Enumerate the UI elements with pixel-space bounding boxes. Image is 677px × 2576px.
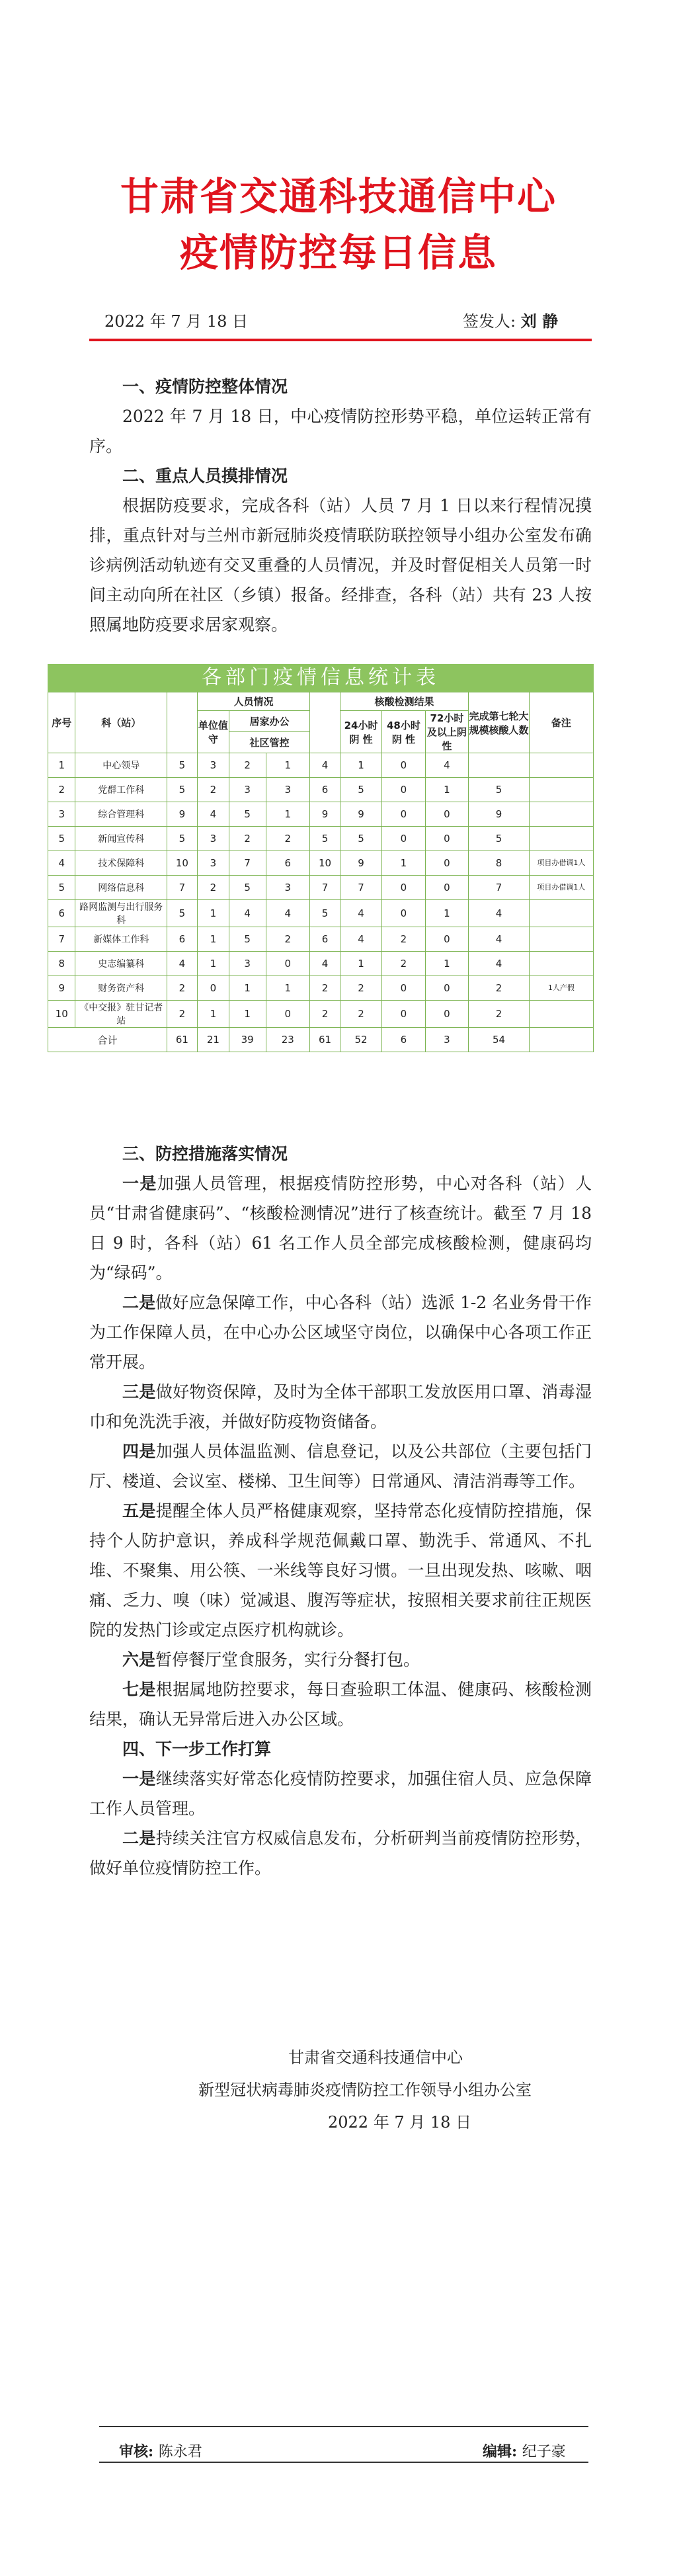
measure-text: 做好应急保障工作，中心各科（站）选派 1-2 名业务骨干作为工作保障人员，在中心办公区域坚守岗位，以确保中心各项工作正常开展。 — [89, 1293, 592, 1372]
measure-lead: 三是 — [122, 1382, 156, 1401]
cell-h24: 6 — [310, 927, 340, 952]
cell-h24: 5 — [310, 900, 340, 927]
cell-h72: 1 — [382, 851, 425, 876]
measure-lead: 七是 — [122, 1680, 156, 1699]
th-dept: 科（站） — [75, 692, 167, 753]
cell-h48: 2 — [340, 976, 381, 1001]
cell-note: 5 — [469, 827, 530, 851]
issue-date: 2022 年 7 月 18 日 — [104, 312, 249, 331]
cell-no: 7 — [48, 927, 75, 952]
cell-seventh: 0 — [425, 927, 469, 952]
cell-seventh: 0 — [425, 1001, 469, 1028]
cell-seventh: 0 — [425, 976, 469, 1001]
cell-seventh: 1 — [425, 952, 469, 976]
cell-comm: 4 — [266, 900, 310, 927]
cell-duty: 3 — [197, 827, 229, 851]
reviewer-label: 审核: — [119, 2443, 154, 2460]
cell-home: 1 — [229, 1001, 266, 1028]
measure-lead: 五是 — [122, 1501, 156, 1520]
table-row — [48, 1001, 594, 1028]
cell-duty: 0 — [197, 976, 229, 1001]
cell-dept: 《中交报》驻甘记者站 — [75, 1001, 167, 1028]
cell-total-note: 54 — [469, 1028, 530, 1052]
cell-comm: 1 — [266, 753, 310, 778]
cell-home: 2 — [229, 753, 266, 778]
table-row — [48, 851, 594, 876]
cell-comm: 1 — [266, 802, 310, 827]
section2-text: 根据防疫要求，完成各科（站）人员 7 月 1 日以来行程情况摸排，重点针对与兰州市新冠肺炎疫情联防联控领导小组办公室发布确诊病例活动轨迹有交叉重叠的人员情况，并及时督促相关人员第一时间主动向所在社区（乡镇）报备。经排查，各科（站）共有 23 人按照属地防疫要求居家观察。 — [89, 496, 592, 634]
cell-h72: 2 — [382, 952, 425, 976]
cell-comm: 2 — [266, 827, 310, 851]
table-total-row — [48, 1028, 594, 1052]
cell-remark — [529, 753, 593, 778]
cell-dept: 网络信息科 — [75, 876, 167, 900]
cell-total: 5 — [167, 753, 198, 778]
sections-top — [89, 372, 592, 640]
cell-dept: 路网监测与出行服务科 — [75, 900, 167, 927]
cell-dept: 新媒体工作科 — [75, 927, 167, 952]
measure-item — [89, 1169, 592, 1288]
cell-h24: 7 — [310, 876, 340, 900]
dept-stats-table — [48, 664, 594, 1052]
cell-total: 5 — [167, 778, 198, 802]
measure-lead: 六是 — [122, 1650, 156, 1669]
cell-duty: 1 — [197, 952, 229, 976]
section1-text: 2022 年 7 月 18 日，中心疫情防控形势平稳，单位运转正常有序。 — [89, 407, 592, 456]
cell-total-label: 合计 — [48, 1028, 167, 1052]
cell-h48: 2 — [340, 1001, 381, 1028]
measure-lead: 一是 — [122, 1769, 156, 1788]
cell-total: 5 — [167, 827, 198, 851]
signer-label: 签发人: — [463, 312, 516, 331]
th-remark: 备注 — [529, 692, 593, 753]
cell-total: 2 — [167, 1001, 198, 1028]
cell-remark — [529, 1001, 593, 1028]
cell-note: 4 — [469, 952, 530, 976]
cell-h72: 0 — [382, 1001, 425, 1028]
cell-h48: 9 — [340, 851, 381, 876]
cell-h24: 4 — [310, 753, 340, 778]
cell-dept: 综合管理科 — [75, 802, 167, 827]
cell-h48: 5 — [340, 778, 381, 802]
cell-h72: 0 — [382, 778, 425, 802]
cell-dept: 技术保障科 — [75, 851, 167, 876]
measure-item — [89, 1377, 592, 1436]
cell-home: 5 — [229, 876, 266, 900]
cell-duty: 2 — [197, 876, 229, 900]
table-row — [48, 952, 594, 976]
cell-total-h72: 6 — [382, 1028, 425, 1052]
cell-h72: 0 — [382, 827, 425, 851]
cell-seventh: 4 — [425, 753, 469, 778]
measure-lead: 一是 — [122, 1174, 157, 1193]
issuer-office: 新型冠状病毒肺炎疫情防控工作领导小组办公室 — [198, 2081, 532, 2099]
cell-h24: 5 — [310, 827, 340, 851]
reviewer-name: 陈永君 — [158, 2444, 202, 2460]
cell-no: 9 — [48, 976, 75, 1001]
cell-home: 3 — [229, 952, 266, 976]
th-nucleic: 核酸检测结果 — [340, 692, 468, 711]
th-community: 社区管控 — [229, 732, 309, 753]
signer-name: 刘 静 — [520, 312, 559, 331]
header-divider — [89, 339, 592, 341]
sections-bottom — [89, 1139, 592, 1883]
issuer-date: 2022 年 7 月 18 日 — [328, 2113, 472, 2132]
cell-total: 4 — [167, 952, 198, 976]
cell-no: 5 — [48, 827, 75, 851]
cell-h72: 0 — [382, 876, 425, 900]
cell-note: 7 — [469, 876, 530, 900]
editor — [483, 2440, 566, 2461]
section3-title: 三、防控措施落实情况 — [122, 1144, 288, 1163]
cell-duty: 1 — [197, 900, 229, 927]
cell-comm: 1 — [266, 976, 310, 1001]
cell-total: 6 — [167, 927, 198, 952]
measure-text: 做好物资保障，及时为全体干部职工发放医用口罩、消毒湿巾和免洗洗手液，并做好防疫物资储备。 — [89, 1382, 592, 1431]
cell-h24: 9 — [310, 802, 340, 827]
cell-duty: 3 — [197, 851, 229, 876]
measure-lead: 四是 — [122, 1442, 156, 1461]
cell-total-comm: 23 — [266, 1028, 310, 1052]
document-title-line1: 甘肃省交通科技通信中心 — [120, 174, 557, 219]
table-row — [48, 876, 594, 900]
cell-duty: 2 — [197, 778, 229, 802]
cell-total-duty: 21 — [197, 1028, 229, 1052]
measure-lead: 二是 — [122, 1293, 156, 1312]
cell-h24: 2 — [310, 976, 340, 1001]
cell-home: 4 — [229, 900, 266, 927]
cell-h48: 5 — [340, 827, 381, 851]
cell-no: 10 — [48, 1001, 75, 1028]
cell-no: 2 — [48, 778, 75, 802]
cell-h24: 6 — [310, 778, 340, 802]
cell-duty: 1 — [197, 927, 229, 952]
cell-no: 1 — [48, 753, 75, 778]
cell-remark: 项目办借调1人 — [529, 876, 593, 900]
cell-h24: 10 — [310, 851, 340, 876]
cell-dept: 财务资产科 — [75, 976, 167, 1001]
editor-name: 纪子豪 — [522, 2444, 566, 2460]
cell-h48: 4 — [340, 900, 381, 927]
cell-no: 8 — [48, 952, 75, 976]
cell-no: 6 — [48, 900, 75, 927]
cell-comm: 3 — [266, 778, 310, 802]
cell-total-h24: 61 — [310, 1028, 340, 1052]
cell-dept: 中心领导 — [75, 753, 167, 778]
cell-home: 7 — [229, 851, 266, 876]
cell-note: 2 — [469, 1001, 530, 1028]
cell-h72: 0 — [382, 900, 425, 927]
cell-h48: 4 — [340, 927, 381, 952]
cell-total: 7 — [167, 876, 198, 900]
cell-note: 4 — [469, 927, 530, 952]
th-48h: 48小时阴 性 — [382, 711, 425, 753]
measure-item — [89, 1496, 592, 1645]
signer — [463, 308, 558, 331]
table-row — [48, 927, 594, 952]
measure-text: 加强人员体温监测、信息登记，以及公共部位（主要包括门厅、楼道、会议室、楼梯、卫生间等）日常通风、清洁消毒等工作。 — [89, 1442, 592, 1491]
cell-seventh: 1 — [425, 900, 469, 927]
measure-text: 根据属地防控要求，每日查验职工体温、健康码、核酸检测结果，确认无异常后进入办公区域。 — [89, 1680, 592, 1729]
measure-text: 暂停餐厅堂食服务，实行分餐打包。 — [155, 1650, 420, 1669]
cell-seventh: 0 — [425, 827, 469, 851]
th-seventh: 完成第七轮大规模核酸人数 — [469, 692, 530, 753]
cell-remark — [529, 952, 593, 976]
cell-duty: 1 — [197, 1001, 229, 1028]
cell-remark: 1人产假 — [529, 976, 593, 1001]
cell-total: 2 — [167, 976, 198, 1001]
cell-note: 5 — [469, 778, 530, 802]
measure-text: 提醒全体人员严格健康观察，坚持常态化疫情防控措施，保持个人防护意识，养成科学规范佩戴口罩、勤洗手、常通风、不扎堆、不聚集、用公筷、一米线等良好习惯。一旦出现发热、咳嗽、咽痛、乏力、嗅（味）觉减退、腹泻等症状，按照相关要求前往正规医院的发热门诊或定点医疗机构就诊。 — [89, 1501, 592, 1640]
cell-home: 3 — [229, 778, 266, 802]
cell-remark — [529, 900, 593, 927]
cell-note — [469, 753, 530, 778]
section1-title: 一、疫情防控整体情况 — [122, 377, 288, 396]
cell-remark — [529, 802, 593, 827]
section4-title: 四、下一步工作打算 — [122, 1739, 272, 1759]
cell-h72: 2 — [382, 927, 425, 952]
cell-h24: 4 — [310, 952, 340, 976]
footer-bottom-rule — [99, 2462, 588, 2463]
th-72h: 72小时及以上阴性 — [425, 711, 469, 753]
table-row — [48, 753, 594, 778]
cell-total-h48: 52 — [340, 1028, 381, 1052]
measure-text: 加强人员管理，根据疫情防控形势，中心对各科（站）人员“甘肃省健康码”、“核酸检测情况”进行了核查统计。截至 7 月 18 日 9 时，各科（站）61 名工作人员全部完成核酸检测，健康码均为“绿码”。 — [89, 1174, 592, 1282]
cell-h48: 1 — [340, 753, 381, 778]
measure-text: 持续关注官方权威信息发布，分析研判当前疫情防控形势，做好单位疫情防控工作。 — [89, 1829, 592, 1878]
cell-total-total: 61 — [167, 1028, 198, 1052]
table-caption: 各部门疫情信息统计表 — [48, 664, 594, 692]
cell-comm: 0 — [266, 952, 310, 976]
cell-total: 9 — [167, 802, 198, 827]
th-home-office: 居家办公 — [229, 711, 309, 732]
cell-note: 2 — [469, 976, 530, 1001]
cell-note: 4 — [469, 900, 530, 927]
cell-comm: 2 — [266, 927, 310, 952]
cell-total-home: 39 — [229, 1028, 266, 1052]
cell-seventh: 0 — [425, 851, 469, 876]
th-unit-duty: 单位值守 — [197, 711, 229, 753]
cell-note: 9 — [469, 802, 530, 827]
cell-total-seventh: 3 — [425, 1028, 469, 1052]
th-blank — [310, 692, 340, 753]
section2-title: 二、重点人员摸排情况 — [122, 466, 288, 485]
cell-remark: 项目办借调1人 — [529, 851, 593, 876]
reviewer — [119, 2440, 202, 2461]
cell-h72: 0 — [382, 753, 425, 778]
cell-note: 8 — [469, 851, 530, 876]
th-24h: 24小时阴 性 — [340, 711, 381, 753]
measure-item — [89, 1675, 592, 1734]
cell-no: 4 — [48, 851, 75, 876]
th-total — [167, 692, 198, 753]
cell-comm: 3 — [266, 876, 310, 900]
cell-total-remark — [529, 1028, 593, 1052]
measure-item — [89, 1764, 592, 1823]
cell-comm: 0 — [266, 1001, 310, 1028]
table-row — [48, 778, 594, 802]
cell-seventh: 0 — [425, 876, 469, 900]
cell-comm: 6 — [266, 851, 310, 876]
cell-home: 1 — [229, 976, 266, 1001]
table-row — [48, 827, 594, 851]
cell-h72: 0 — [382, 976, 425, 1001]
document-title-line2: 疫情防控每日信息 — [179, 230, 497, 275]
cell-dept: 党群工作科 — [75, 778, 167, 802]
cell-h72: 0 — [382, 802, 425, 827]
cell-h24: 2 — [310, 1001, 340, 1028]
cell-remark — [529, 778, 593, 802]
measure-text: 继续落实好常态化疫情防控要求，加强住宿人员、应急保障工作人员管理。 — [89, 1769, 592, 1818]
cell-no: 3 — [48, 802, 75, 827]
cell-duty: 3 — [197, 753, 229, 778]
cell-total: 10 — [167, 851, 198, 876]
cell-remark — [529, 927, 593, 952]
cell-h48: 7 — [340, 876, 381, 900]
measure-lead: 二是 — [122, 1829, 156, 1848]
cell-seventh: 0 — [425, 802, 469, 827]
table-row — [48, 802, 594, 827]
th-seq: 序号 — [48, 692, 75, 753]
cell-duty: 4 — [197, 802, 229, 827]
table-row — [48, 976, 594, 1001]
footer-top-rule — [99, 2426, 588, 2427]
cell-home: 2 — [229, 827, 266, 851]
th-personnel: 人员情况 — [197, 692, 309, 711]
measure-item — [89, 1645, 592, 1675]
measure-item — [89, 1288, 592, 1377]
cell-dept: 史志编纂科 — [75, 952, 167, 976]
cell-h48: 9 — [340, 802, 381, 827]
cell-total: 5 — [167, 900, 198, 927]
cell-seventh: 1 — [425, 778, 469, 802]
cell-home: 5 — [229, 802, 266, 827]
editor-label: 编辑: — [483, 2443, 518, 2460]
table-row — [48, 900, 594, 927]
cell-no: 5 — [48, 876, 75, 900]
issuer-org: 甘肃省交通科技通信中心 — [288, 2048, 463, 2067]
measure-item — [89, 1823, 592, 1883]
cell-h48: 1 — [340, 952, 381, 976]
cell-remark — [529, 827, 593, 851]
measure-item — [89, 1436, 592, 1496]
cell-dept: 新闻宣传科 — [75, 827, 167, 851]
cell-home: 5 — [229, 927, 266, 952]
